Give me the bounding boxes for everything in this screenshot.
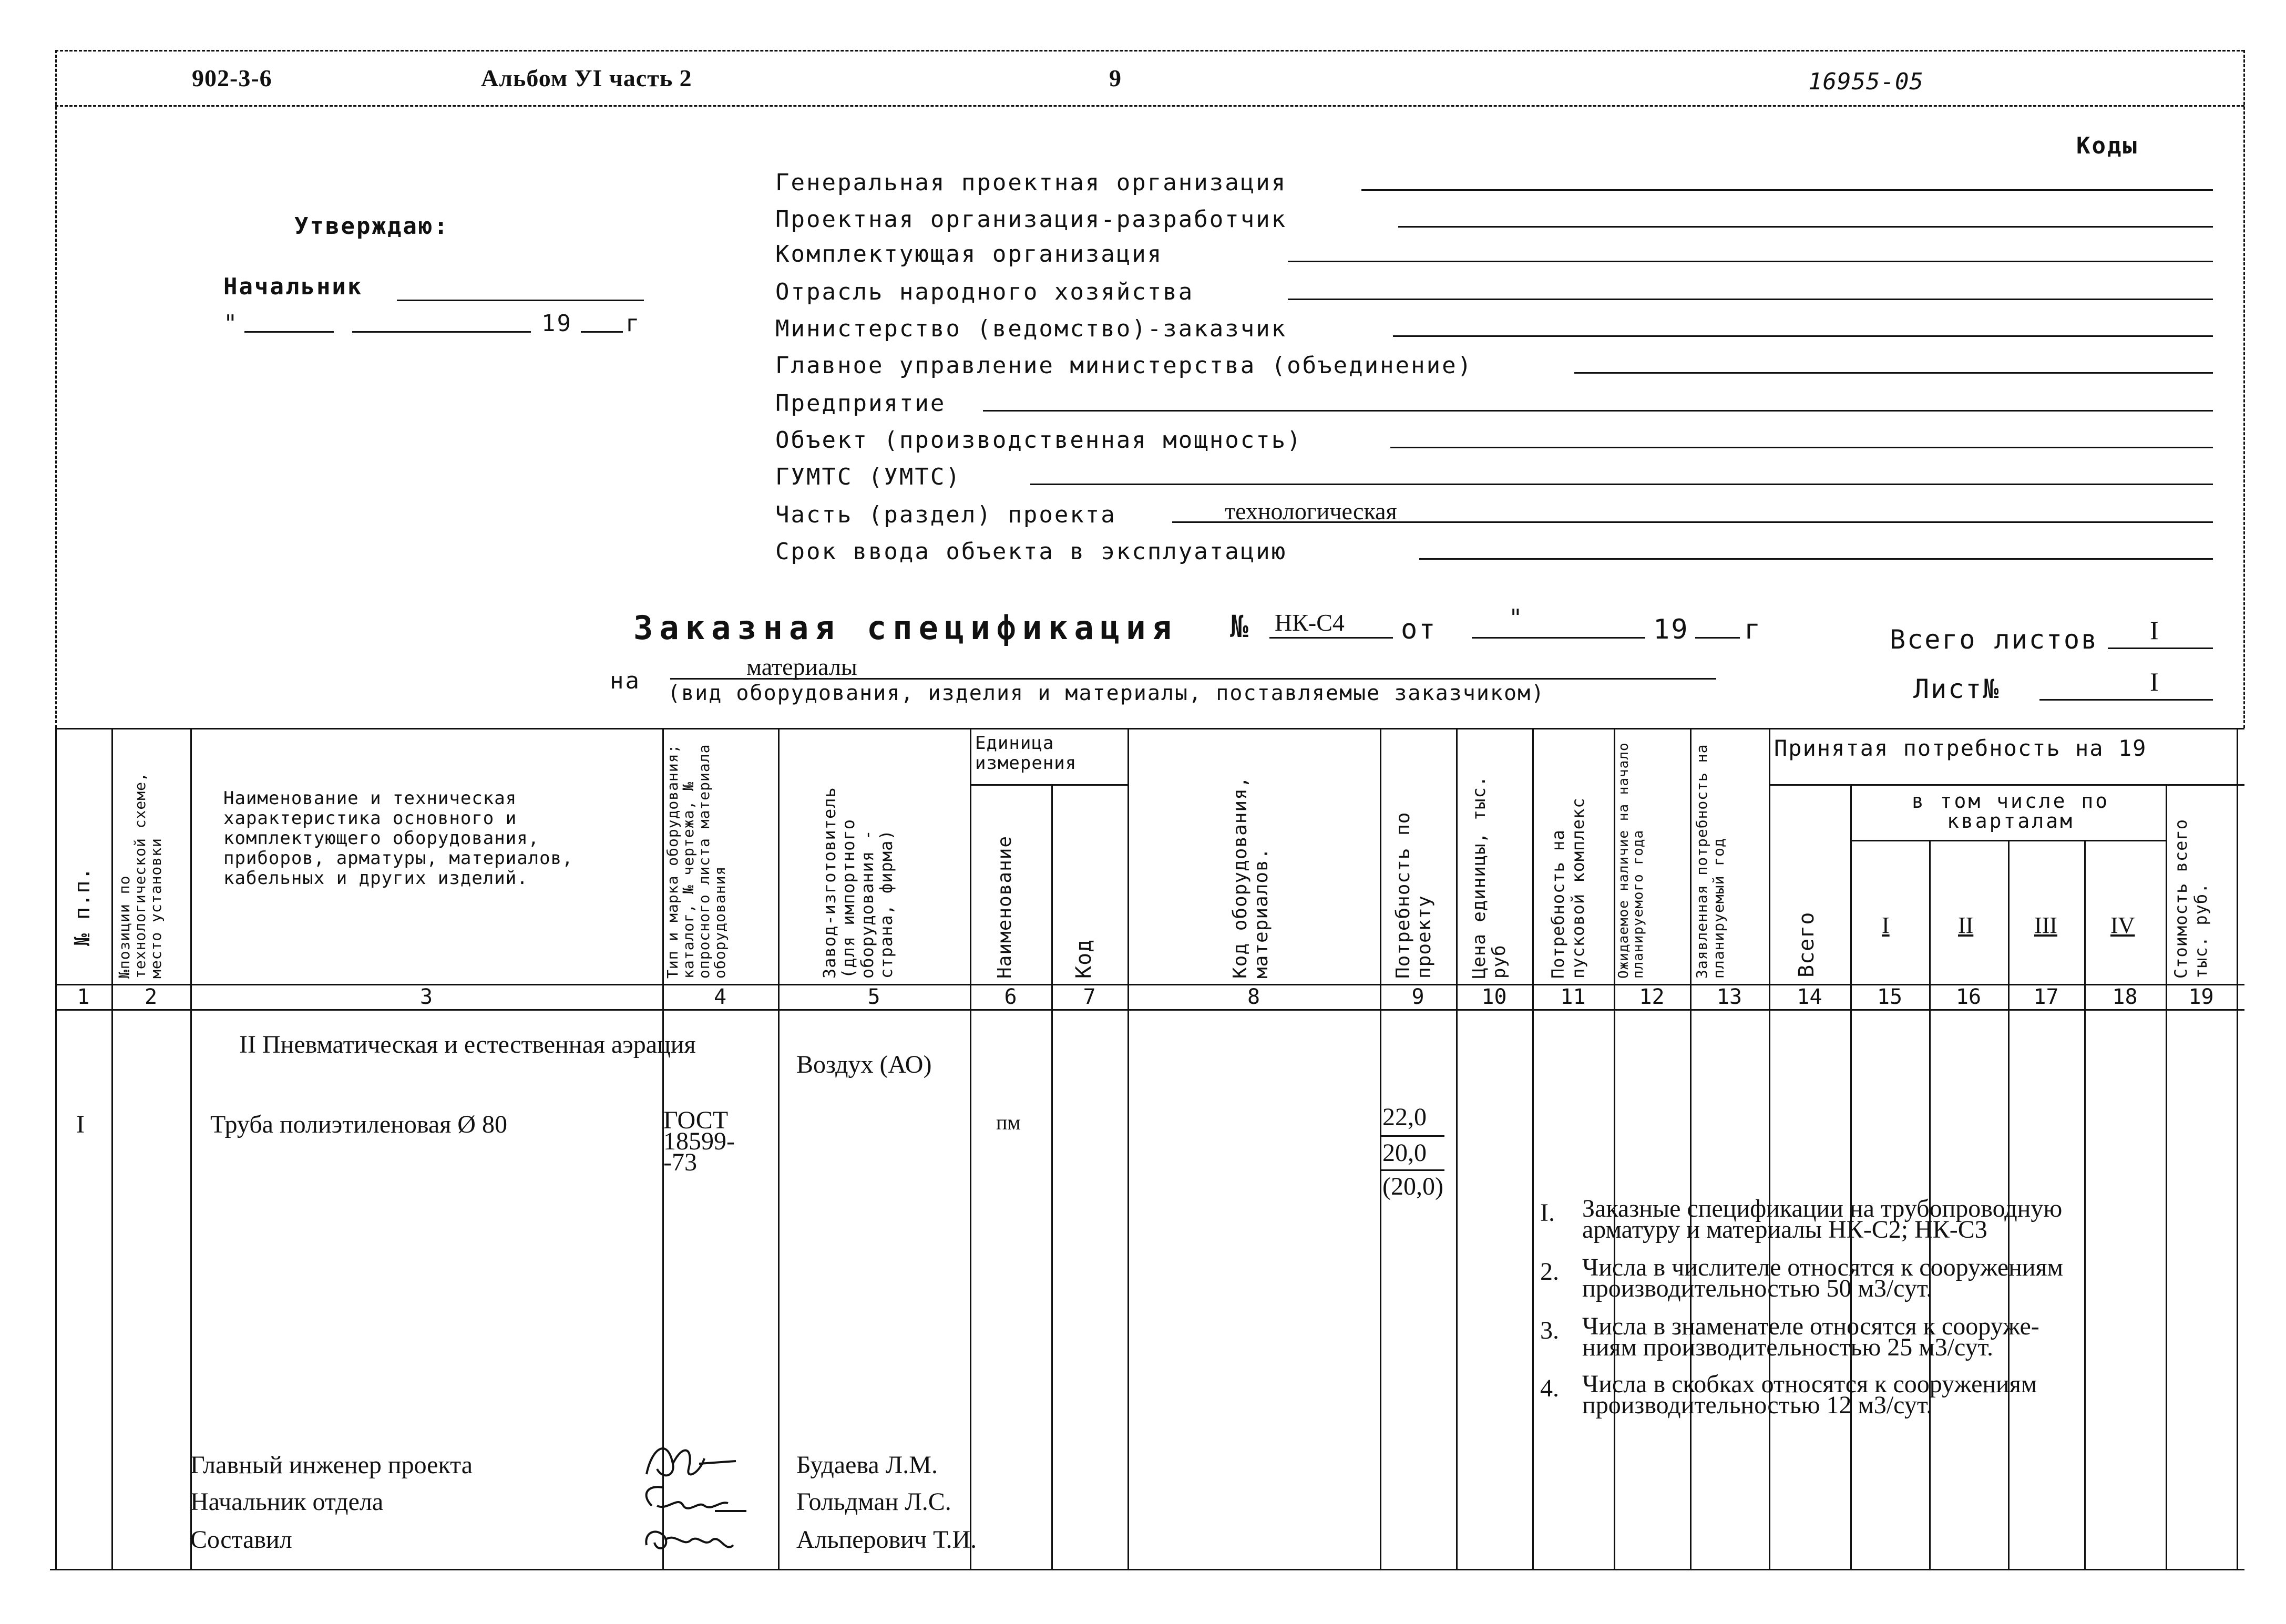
na-value: материалы (746, 653, 857, 680)
page-number: 9 (1109, 65, 1122, 91)
org-field-line (1419, 558, 2213, 560)
note-number: 3. (1540, 1317, 1559, 1344)
header-divider (55, 105, 2244, 107)
spec-year-line (1695, 637, 1740, 639)
col2-header: №позиции по технологической схеме, место установки (116, 772, 165, 979)
total-sheets-label: Всего листов (1890, 624, 2099, 655)
col11-header: Потребность на пусковой комплекс (1548, 797, 1588, 979)
note-line: ниям производительностью 25 м3/сут. (1582, 1333, 1994, 1361)
org-field-label: Главное управление министерства (объединение) (775, 352, 1473, 379)
col7-header: Код (1072, 939, 1096, 979)
col5-header: Завод-изготовитель (для импортного оборудования - страна, фирма) (819, 787, 896, 979)
signature-name: Гольдман Л.С. (796, 1488, 951, 1516)
col8-header: Код оборудования, материалов. (1229, 776, 1272, 979)
col-number: 6 (1004, 985, 1017, 1009)
col-number-line (55, 1009, 2244, 1011)
total-sheets-line (2108, 647, 2213, 649)
col-border (1614, 728, 1615, 1569)
signature-role: Главный инженер проекта (190, 1451, 473, 1479)
col-border (1456, 728, 1458, 1569)
col4-header: Тип и марка оборудования; каталог, № чертежа, № опросного листа материала оборудования (664, 744, 729, 979)
unit-group-line (970, 784, 1127, 786)
qty-denominator: 20,0 (1382, 1139, 1427, 1167)
col-number: 8 (1247, 985, 1260, 1009)
org-field-label: Отрасль народного хозяйства (775, 279, 1194, 305)
org-field-label: Проектная организация-разработчик (775, 206, 1287, 233)
note-line: Числа в числителе относятся к сооружениям (1582, 1253, 2063, 1281)
approval-month-line (352, 331, 531, 333)
section-title: II Пневматическая и естественная аэрация (239, 1031, 696, 1058)
unit-group-header: Единица измерения (975, 733, 1077, 774)
chief-label: Начальник (223, 273, 363, 300)
col16-header: II (1958, 912, 1974, 938)
col-border (970, 728, 971, 1569)
sheet-label: Лист№ (1913, 674, 2001, 704)
top-border (55, 50, 2244, 52)
signature-name: Будаева Л.М. (796, 1451, 938, 1479)
approval-year-suffix: г (626, 310, 641, 337)
approval-year-line (581, 331, 623, 333)
na-hint: (вид оборудования, изделия и материалы, поставляемые заказчиком) (668, 681, 1545, 705)
org-field-line (1393, 335, 2213, 337)
col-number: 15 (1877, 985, 1903, 1009)
col19-header: Стоимость всего тыс. руб. (2171, 819, 2211, 979)
spec-from-label: от (1401, 614, 1437, 645)
signature-role: Составил (190, 1526, 292, 1554)
org-field-line (1398, 226, 2213, 228)
quarters-group-header: в том числе по кварталам (1911, 789, 2110, 832)
org-field-label: Министерство (ведомство)-заказчик (775, 315, 1287, 342)
col-border (55, 728, 57, 1569)
spec-title: Заказная спецификация (633, 609, 1178, 647)
project-part-value: технологическая (1225, 498, 1397, 525)
org-field-label: Часть (раздел) проекта (775, 501, 1116, 528)
note-line: арматуру и материалы НК-С2; НК-С3 (1582, 1216, 1987, 1243)
col-number: 4 (713, 985, 727, 1009)
org-field-label: Комплектующая организация (775, 241, 1163, 268)
col-number: 16 (1955, 985, 1982, 1009)
codes-label: Коды (2076, 132, 2138, 159)
approval-day-line (244, 331, 334, 333)
album-label: Альбом УI часть 2 (481, 65, 692, 91)
right-border (2243, 50, 2245, 728)
col9-header: Потребность по проекту (1392, 811, 1435, 979)
sheet-line (2039, 699, 2213, 701)
signature-name: Альперович Т.И. (796, 1526, 977, 1554)
col-border (2166, 784, 2167, 1569)
row-gost-3: -73 (663, 1148, 697, 1176)
left-border (55, 50, 57, 728)
row-gost-2: 18599- (663, 1127, 735, 1155)
col17-header: III (2034, 912, 2057, 938)
spec-quote: " (1509, 604, 1524, 631)
org-field-label: Объект (производственная мощность) (775, 427, 1303, 454)
note-line: производительностью 12 м3/сут. (1582, 1391, 1933, 1419)
approval-year-prefix: 19 (541, 310, 572, 337)
col-number: 5 (867, 985, 880, 1009)
sheet-value: I (2150, 667, 2159, 696)
col-border (190, 728, 192, 1569)
col-number: 3 (419, 985, 433, 1009)
col-number: 12 (1639, 985, 1665, 1009)
spec-number-line (1269, 637, 1393, 639)
col-border (1532, 728, 1534, 1569)
col-number: 13 (1716, 985, 1742, 1009)
org-field-label: Предприятие (775, 390, 946, 417)
org-field-line (1574, 372, 2213, 374)
org-field-line (983, 410, 2213, 412)
note-line: Числа в скобках относятся к сооружениям (1582, 1370, 2037, 1398)
col-number: 11 (1560, 985, 1586, 1009)
org-field-line (1172, 521, 2213, 523)
col10-header: Цена единицы, тыс. руб (1469, 775, 1510, 979)
col-number: 2 (144, 985, 158, 1009)
col15-header: I (1882, 912, 1890, 938)
row-gost-1: ГОСТ (663, 1106, 729, 1134)
col-border (2237, 728, 2238, 1569)
approval-quote: " (223, 310, 239, 337)
col12-header: Ожидаемое наличие на начало планируемого года (1616, 742, 1646, 979)
org-field-line (1288, 299, 2213, 300)
col-border (111, 728, 113, 1569)
archive-number: 16955-05 (1808, 68, 1924, 95)
col-number: 9 (1411, 985, 1424, 1009)
row-number: I (76, 1111, 85, 1138)
note-number: I. (1540, 1199, 1555, 1227)
col-border (1127, 728, 1129, 1569)
org-field-label: Срок ввода объекта в эксплуатацию (775, 538, 1287, 565)
note-line: Заказные спецификации на трубопроводную (1582, 1195, 2063, 1222)
note-number: 2. (1540, 1258, 1559, 1286)
table-bottom-line (50, 1569, 2244, 1570)
org-field-line (1390, 447, 2213, 448)
chief-signature-line (397, 300, 644, 301)
na-label: на (610, 667, 641, 694)
org-field-label: Генеральная проектная организация (775, 169, 1287, 196)
na-line (670, 678, 1716, 680)
row-unit: пм (996, 1111, 1021, 1134)
org-field-label: ГУМТС (УМТС) (775, 464, 961, 490)
col-number: 17 (2033, 985, 2059, 1009)
org-field-line (1288, 261, 2213, 262)
spec-number: НК-С4 (1275, 609, 1345, 636)
handwritten-signatures (636, 1427, 757, 1564)
col-number: 18 (2112, 985, 2138, 1009)
qty-fraction-line (1381, 1135, 1444, 1137)
qty-bracket: (20,0) (1382, 1173, 1443, 1200)
col-number: 1 (77, 985, 90, 1009)
col-number: 10 (1481, 985, 1507, 1009)
total-sheets-value: I (2150, 615, 2159, 645)
col6-header: Наименование (994, 835, 1016, 979)
medium-label: Воздух (АО) (796, 1051, 932, 1078)
col-number: 14 (1797, 985, 1822, 1009)
col-border (2084, 840, 2086, 1569)
org-field-line (1361, 189, 2213, 191)
org-field-line (1030, 484, 2213, 485)
row-name: Труба полиэтиленовая Ø 80 (210, 1111, 507, 1138)
spec-year-suffix: г (1744, 614, 1762, 645)
col-border (778, 728, 780, 1569)
col-number: 19 (2188, 985, 2214, 1009)
doc-code: 902-3-6 (192, 65, 272, 91)
col14-header: Всего (1795, 911, 1819, 978)
col18-header: IV (2110, 912, 2135, 938)
col-border (1690, 728, 1692, 1569)
note-number: 4. (1540, 1374, 1559, 1402)
col-border (1380, 728, 1381, 1569)
col13-header: Заявленная потребность на планируемый год (1693, 744, 1727, 979)
note-line: производительностью 50 м3/сут. (1582, 1274, 1933, 1302)
spec-year-prefix: 19 (1653, 614, 1689, 645)
signature-role: Начальник отдела (190, 1488, 384, 1516)
qty-numerator: 22,0 (1382, 1103, 1427, 1131)
note-line: Числа в знаменателе относятся к сооруже- (1582, 1312, 2039, 1340)
col3-header: Наименование и техническая характеристика основного и комплектующего оборудования, приборов, арматуры, материалов, кабельных и других изделий. (223, 788, 573, 889)
col-border (1769, 728, 1770, 1569)
col-border (1051, 784, 1053, 1569)
col-border (1850, 784, 1852, 1569)
qty-fraction-line-2 (1381, 1169, 1444, 1171)
approve-label: Утверждаю: (294, 213, 449, 240)
col-number: 7 (1083, 985, 1096, 1009)
spec-number-label: № (1230, 609, 1248, 644)
accepted-header: Принятая потребность на 19 (1774, 735, 2147, 761)
col1-header: № п.п. (70, 867, 95, 946)
table-top-line (55, 728, 2244, 729)
spec-date-line (1472, 637, 1645, 639)
